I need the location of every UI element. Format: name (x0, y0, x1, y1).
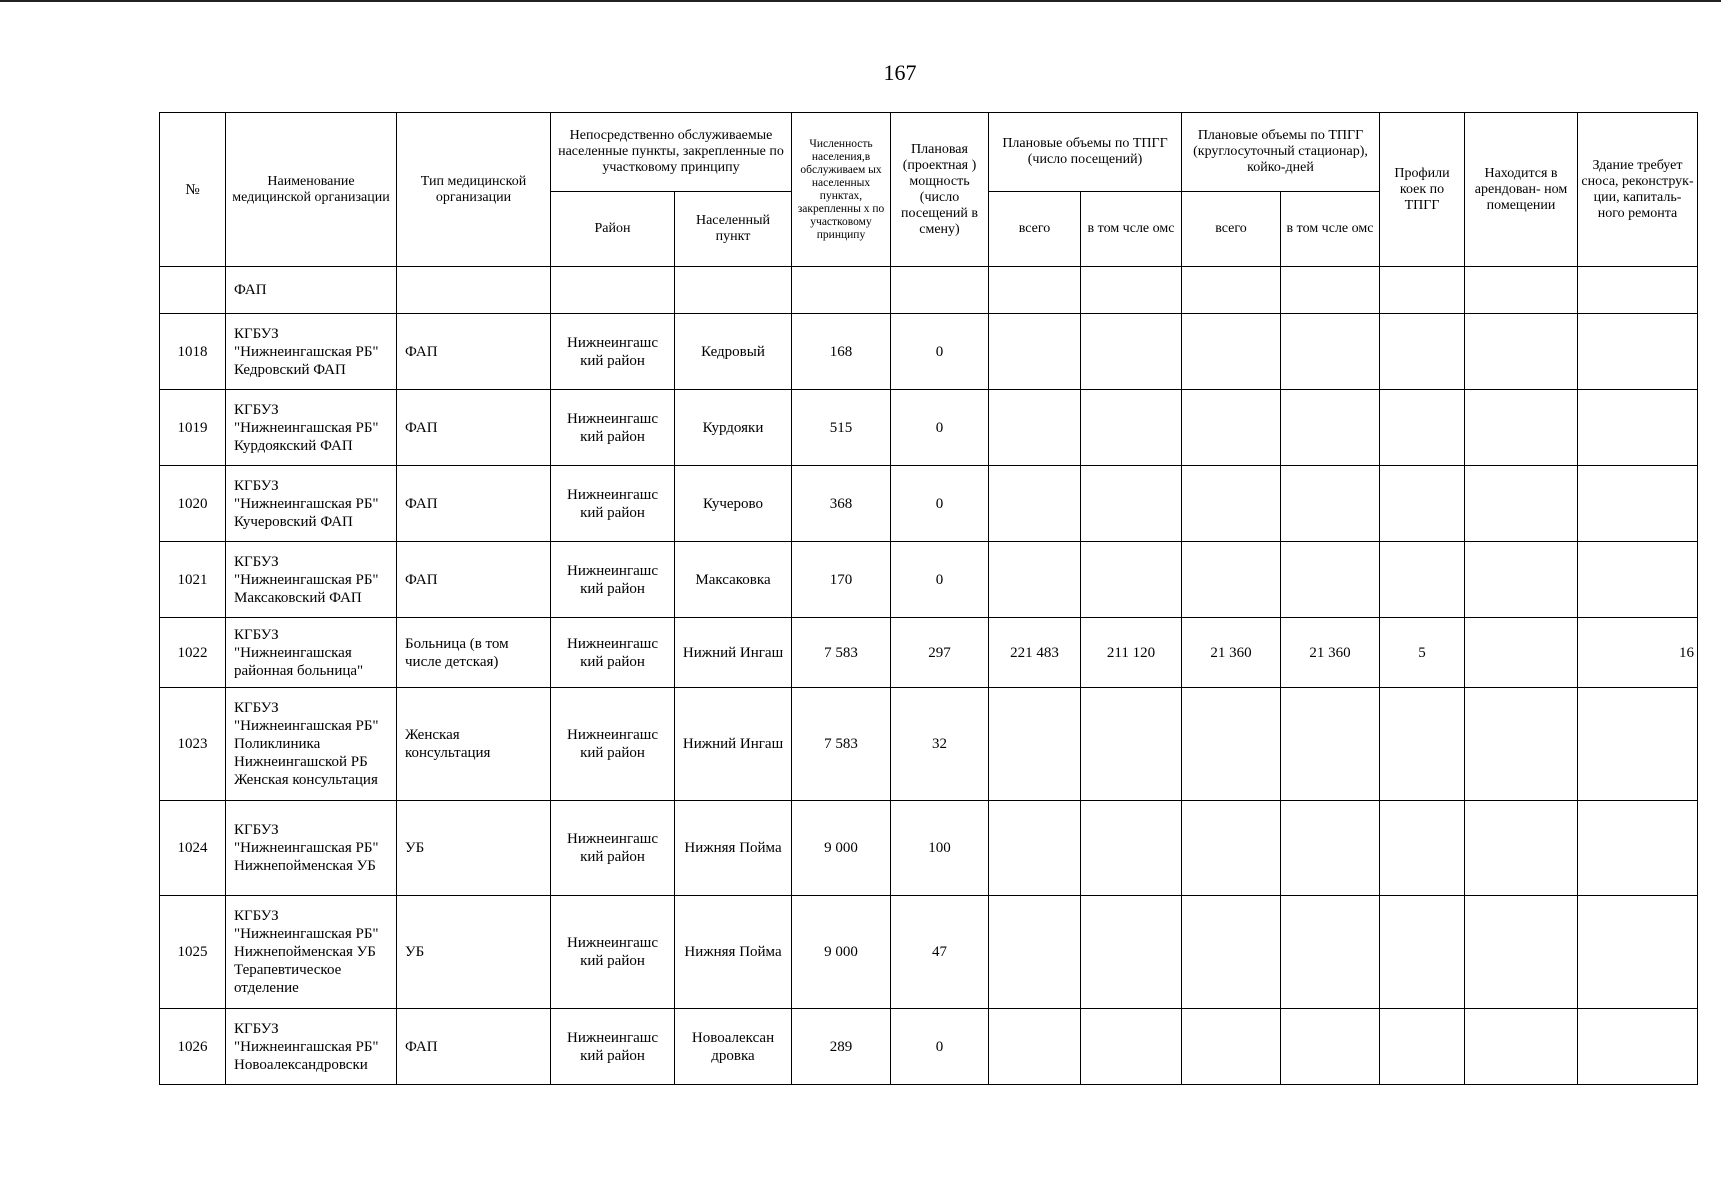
cell-profiles (1380, 896, 1465, 1009)
cell-num: 1020 (160, 466, 226, 542)
cell-population: 515 (792, 390, 891, 466)
cell-num: 1026 (160, 1009, 226, 1085)
table-row (160, 390, 1698, 466)
cell-num: 1025 (160, 896, 226, 1009)
cell-name: ФАП (226, 267, 397, 314)
cell-locality: Кучерово (675, 466, 792, 542)
cell-name: КГБУЗ "Нижнеингашская РБ" Нижнепойменская УБ (226, 801, 397, 896)
cell-profiles (1380, 688, 1465, 801)
cell-beds-oms (1281, 466, 1380, 542)
cell-rented (1465, 688, 1578, 801)
cell-type: ФАП (397, 466, 551, 542)
cell-profiles (1380, 801, 1465, 896)
cell-visits-total (989, 542, 1081, 618)
cell-visits-total (989, 314, 1081, 390)
cell-type: УБ (397, 801, 551, 896)
cell-population: 7 583 (792, 688, 891, 801)
cell-type: ФАП (397, 542, 551, 618)
page-number: 167 (883, 60, 917, 85)
header-population: Численность населения,в обслуживаем ых населенных пунктах, закрепленны х по участковому принципу (792, 113, 891, 267)
cell-rented (1465, 542, 1578, 618)
cell-population: 170 (792, 542, 891, 618)
cell-visits-oms (1081, 801, 1182, 896)
cell-type: УБ (397, 896, 551, 1009)
cell-beds-oms (1281, 314, 1380, 390)
cell-rented (1465, 801, 1578, 896)
table-row (160, 314, 1698, 390)
cell-name: КГБУЗ "Нижнеингашская РБ" Кучеровский ФАП (226, 466, 397, 542)
cell-num: 1018 (160, 314, 226, 390)
cell-beds-total: 21 360 (1182, 618, 1281, 688)
cell-visits-total (989, 896, 1081, 1009)
cell-visits-oms (1081, 466, 1182, 542)
cell-population: 7 583 (792, 618, 891, 688)
cell-rented (1465, 466, 1578, 542)
cell-locality: Курдояки (675, 390, 792, 466)
header-beds-oms: в том чсле омс (1281, 192, 1380, 267)
cell-visits-total (989, 801, 1081, 896)
cell-population: 9 000 (792, 896, 891, 1009)
cell-rented (1465, 896, 1578, 1009)
cell-population: 9 000 (792, 801, 891, 896)
cell-visits-oms (1081, 314, 1182, 390)
header-profiles: Профили коек по ТПГГ (1380, 113, 1465, 267)
cell-profiles: 5 (1380, 618, 1465, 688)
table-row (160, 801, 1698, 896)
table-row (160, 542, 1698, 618)
cell-beds-oms: 21 360 (1281, 618, 1380, 688)
header-locality: Населенный пункт (675, 192, 792, 267)
cell-type: ФАП (397, 314, 551, 390)
cell-name: КГБУЗ "Нижнеингашская РБ" Максаковский ФАП (226, 542, 397, 618)
table-row (160, 1009, 1698, 1085)
header-num: № (160, 113, 226, 267)
cell-repair (1578, 466, 1698, 542)
cell-visits-oms (1081, 390, 1182, 466)
header-org-name: Наименование медицинской организации (226, 113, 397, 267)
cell-beds-total (1182, 314, 1281, 390)
cell-beds-oms (1281, 896, 1380, 1009)
cell-district: Нижнеингашс кий район (551, 801, 675, 896)
cell-locality: Нижняя Пойма (675, 896, 792, 1009)
cell-rented (1465, 618, 1578, 688)
cell-repair: 16 (1578, 618, 1698, 688)
cell-visits-total (989, 466, 1081, 542)
facilities-table (159, 112, 1698, 1085)
cell-district: Нижнеингашс кий район (551, 1009, 675, 1085)
cell-name: КГБУЗ "Нижнеингашская РБ" Поликлиника Нижнеингашской РБ Женская консультация (226, 688, 397, 801)
header-org-type: Тип медицинской организации (397, 113, 551, 267)
cell-visits-oms: 211 120 (1081, 618, 1182, 688)
cell-type: Больница (в том числе детская) (397, 618, 551, 688)
cell-name: КГБУЗ "Нижнеингашская РБ" Новоалександровски (226, 1009, 397, 1085)
cell-beds-oms (1281, 542, 1380, 618)
cell-repair (1578, 1009, 1698, 1085)
cell-beds-total (1182, 542, 1281, 618)
cell-visits-total (989, 390, 1081, 466)
cell-profiles (1380, 1009, 1465, 1085)
cell-locality: Новоалексан дровка (675, 1009, 792, 1085)
cell-capacity: 32 (891, 688, 989, 801)
cell-locality: Максаковка (675, 542, 792, 618)
cell-num: 1021 (160, 542, 226, 618)
cell-rented (1465, 390, 1578, 466)
header-visits-group: Плановые объемы по ТПГГ (число посещений) (989, 113, 1182, 192)
cell-beds-total (1182, 896, 1281, 1009)
cell-repair (1578, 896, 1698, 1009)
cell-capacity: 0 (891, 542, 989, 618)
table-row-continuation (160, 267, 1698, 314)
cell-locality: Нижняя Пойма (675, 801, 792, 896)
cell-num: 1022 (160, 618, 226, 688)
table-row (160, 618, 1698, 688)
cell-num: 1024 (160, 801, 226, 896)
cell-profiles (1380, 314, 1465, 390)
header-rented: Находится в арендован- ном помещении (1465, 113, 1578, 267)
cell-repair (1578, 390, 1698, 466)
cell-visits-total: 221 483 (989, 618, 1081, 688)
cell-profiles (1380, 466, 1465, 542)
cell-population: 168 (792, 314, 891, 390)
cell-type: Женская консультация (397, 688, 551, 801)
cell-locality: Нижний Ингаш (675, 688, 792, 801)
cell-beds-oms (1281, 1009, 1380, 1085)
cell-visits-total (989, 688, 1081, 801)
cell-num: 1019 (160, 390, 226, 466)
cell-district: Нижнеингашс кий район (551, 688, 675, 801)
cell-locality: Кедровый (675, 314, 792, 390)
cell-district: Нижнеингашс кий район (551, 896, 675, 1009)
cell-rented (1465, 314, 1578, 390)
cell-profiles (1380, 542, 1465, 618)
header-visits-oms: в том чсле омс (1081, 192, 1182, 267)
cell-beds-total (1182, 688, 1281, 801)
cell-district: Нижнеингашс кий район (551, 618, 675, 688)
cell-name: КГБУЗ "Нижнеингашская РБ" Нижнепойменская УБ Терапевтическое отделение (226, 896, 397, 1009)
cell-beds-total (1182, 390, 1281, 466)
cell-locality: Нижний Ингаш (675, 618, 792, 688)
cell-capacity: 47 (891, 896, 989, 1009)
cell-type: ФАП (397, 390, 551, 466)
cell-name: КГБУЗ "Нижнеингашская РБ" Кедровский ФАП (226, 314, 397, 390)
cell-capacity: 100 (891, 801, 989, 896)
cell-name: КГБУЗ "Нижнеингашская районная больница" (226, 618, 397, 688)
cell-rented (1465, 1009, 1578, 1085)
cell-beds-total (1182, 1009, 1281, 1085)
cell-repair (1578, 801, 1698, 896)
header-beds-total: всего (1182, 192, 1281, 267)
cell-beds-total (1182, 466, 1281, 542)
cell-capacity: 0 (891, 466, 989, 542)
cell-population: 368 (792, 466, 891, 542)
cell-district: Нижнеингашс кий район (551, 314, 675, 390)
cell-name: КГБУЗ "Нижнеингашская РБ" Курдоякский ФАП (226, 390, 397, 466)
cell-num: 1023 (160, 688, 226, 801)
cell-beds-total (1182, 801, 1281, 896)
header-served-group: Непосредственно обслуживаемые населенные пункты, закрепленные по участковому принципу (551, 113, 792, 192)
cell-capacity: 0 (891, 314, 989, 390)
cell-repair (1578, 314, 1698, 390)
header-repair: Здание требует сноса, реконструк- ции, капиталь- ного ремонта (1578, 113, 1698, 267)
cell-visits-oms (1081, 542, 1182, 618)
cell-repair (1578, 542, 1698, 618)
cell-type: ФАП (397, 1009, 551, 1085)
header-district: Район (551, 192, 675, 267)
table-row (160, 466, 1698, 542)
cell-capacity: 0 (891, 1009, 989, 1085)
cell-population: 289 (792, 1009, 891, 1085)
cell-beds-oms (1281, 688, 1380, 801)
cell-beds-oms (1281, 801, 1380, 896)
table-row (160, 688, 1698, 801)
cell-district: Нижнеингашс кий район (551, 542, 675, 618)
cell-visits-oms (1081, 896, 1182, 1009)
cell-district: Нижнеингашс кий район (551, 390, 675, 466)
cell-district: Нижнеингашс кий район (551, 466, 675, 542)
cell-capacity: 297 (891, 618, 989, 688)
cell-repair (1578, 688, 1698, 801)
cell-visits-oms (1081, 688, 1182, 801)
cell-profiles (1380, 390, 1465, 466)
page-top-edge (0, 0, 1721, 2)
cell-visits-total (989, 1009, 1081, 1085)
cell-capacity: 0 (891, 390, 989, 466)
cell-visits-oms (1081, 1009, 1182, 1085)
cell-beds-oms (1281, 390, 1380, 466)
header-beds-group: Плановые объемы по ТПГГ (круглосуточный стационар), койко-дней (1182, 113, 1380, 192)
header-visits-total: всего (989, 192, 1081, 267)
table-row (160, 896, 1698, 1009)
header-capacity: Плановая (проектная ) мощность (число посещений в смену) (891, 113, 989, 267)
